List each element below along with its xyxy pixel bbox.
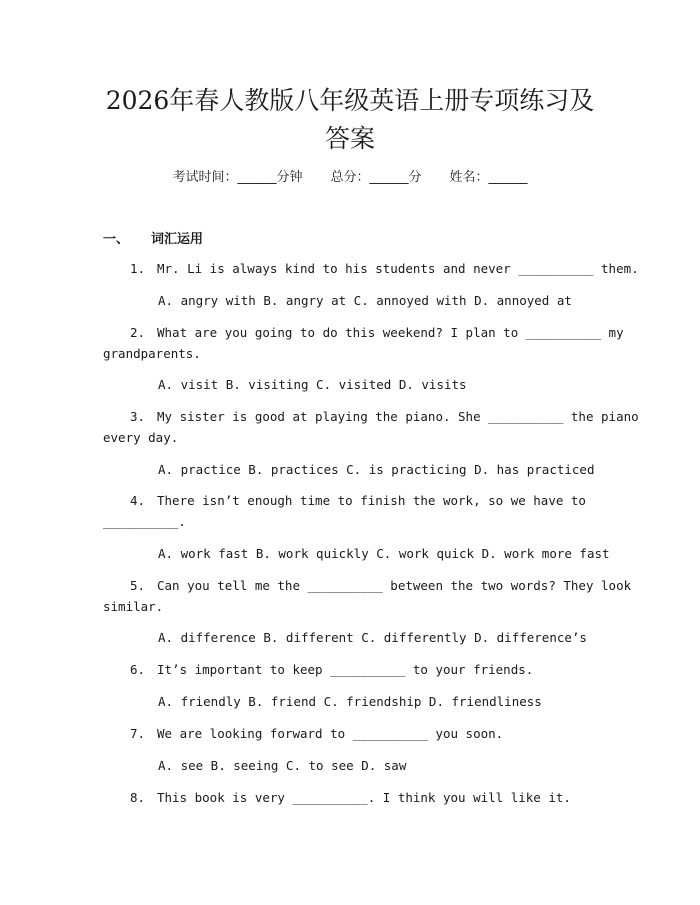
document-title-line-1: 2026年春人教版八年级英语上册专项练习及 <box>105 86 595 115</box>
exam-name-field: 姓名：______ <box>449 170 528 185</box>
section-title: 词汇运用 <box>151 232 204 247</box>
question-1-options: A. angry with B. angry at C. annoyed with D. annoyed at <box>158 293 572 308</box>
question-text: Can you tell me the __________ between the two words? They look <box>157 578 632 593</box>
question-number: 2. <box>130 325 146 340</box>
question-7 <box>130 724 503 744</box>
question-3-continued: every day. <box>103 430 179 445</box>
question-text: This book is very __________. I think you will like it. <box>157 790 571 805</box>
question-number: 1. <box>130 261 146 276</box>
question-text: There isn’t enough time to finish the work, so we have to <box>157 493 586 508</box>
question-4-continued: __________. <box>103 514 186 529</box>
section-number: 一、 <box>103 232 130 247</box>
question-text: What are you going to do this weekend? I plan to __________ my <box>157 325 624 340</box>
exam-time: 考试时间：______分钟 <box>172 170 303 185</box>
question-2-continued: grandparents. <box>103 346 201 361</box>
question-3 <box>130 407 639 427</box>
question-6-options: A. friendly B. friend C. friendship D. friendliness <box>158 694 542 709</box>
question-text: It’s important to keep __________ to your friends. <box>157 662 534 677</box>
question-5-options: A. difference B. different C. differently D. difference’s <box>158 630 587 645</box>
exam-meta <box>0 168 700 188</box>
question-5-continued: similar. <box>103 599 164 614</box>
question-number: 4. <box>130 493 146 508</box>
question-number: 3. <box>130 409 146 424</box>
question-6 <box>130 660 533 680</box>
question-4-options: A. work fast B. work quickly C. work quick D. work more fast <box>158 546 610 561</box>
question-5 <box>130 576 631 596</box>
question-number: 6. <box>130 662 146 677</box>
question-7-options: A. see B. seeing C. to see D. saw <box>158 758 407 773</box>
question-text: Mr. Li is always kind to his students and never __________ them. <box>157 261 639 276</box>
question-4 <box>130 491 586 511</box>
exam-total-score: 总分：______分 <box>330 170 422 185</box>
question-2 <box>130 323 624 343</box>
question-1 <box>130 259 639 279</box>
document-title-line-2: 答案 <box>324 124 375 153</box>
question-3-options: A. practice B. practices C. is practicing D. has practiced <box>158 462 595 477</box>
question-number: 5. <box>130 578 146 593</box>
section-heading <box>103 230 203 250</box>
question-number: 8. <box>130 790 146 805</box>
question-2-options: A. visit B. visiting C. visited D. visits <box>158 377 467 392</box>
question-text: My sister is good at playing the piano. She __________ the piano <box>157 409 639 424</box>
question-8 <box>130 788 571 808</box>
question-number: 7. <box>130 726 146 741</box>
question-text: We are looking forward to __________ you soon. <box>157 726 504 741</box>
